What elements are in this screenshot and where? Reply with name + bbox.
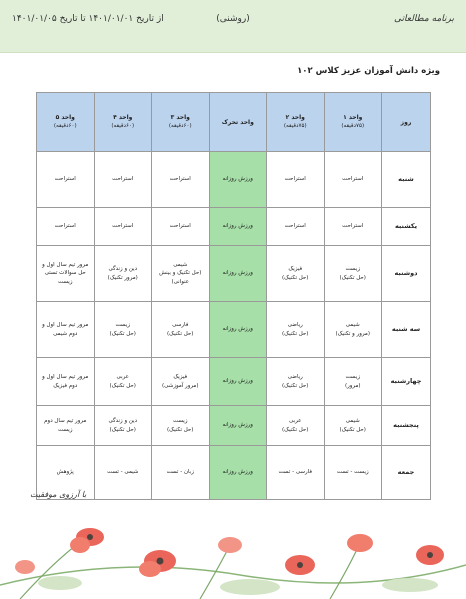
schedule-cell [94,446,152,500]
cell-text: (مرور آموزشی) [162,382,199,389]
cell-text: ورزش روزانه [222,469,253,476]
schedule-cell [37,302,95,358]
header-label: واحد ۳ [170,114,190,122]
cell-text: فارسی - تست [278,469,312,476]
header-duration: (۶۰دقیقه) [53,123,77,130]
cell-text: مرور تیم سال اول و [42,322,89,329]
header-label: واحد ۵ [55,114,75,122]
cell-text: (حل تکنیک) [339,274,366,281]
schedule-cell [152,208,210,246]
cell-text: ریاضی [287,322,303,329]
schedule-cell [152,446,210,500]
schedule-cell [267,302,325,358]
table-body [37,152,431,500]
cell-text: استراحت [169,176,191,183]
header-duration: (۶۰دقیقه) [111,123,135,130]
header-unit-5 [94,93,152,152]
cell-text: استراحت [284,176,306,183]
cell-text: (حل تکنیک) [282,426,309,433]
header-band [0,0,466,53]
schedule-cell [267,208,325,246]
cell-text: ورزش روزانه [222,223,253,230]
day-cell: جمعه [382,446,431,500]
header-label: واحد ۲ [285,114,305,122]
exercise-cell [209,302,267,358]
cell-text: استراحت [342,176,364,183]
header-duration: (۷۵دقیقه) [283,123,307,130]
cell-text: استراحت [112,176,134,183]
cell-text: (حل تکنیک) [109,382,136,389]
schedule-cell [37,406,95,446]
exercise-cell [209,406,267,446]
schedule-cell [37,358,95,406]
cell-text: زیست [345,374,360,381]
header-day [382,93,431,152]
header-unit-6 [37,93,95,152]
cell-text: (حل تکنیک) [339,426,366,433]
cell-text: (حل تکنیک) [167,330,194,337]
schedule-cell [152,406,210,446]
schedule-cell [324,302,382,358]
schedule-cell [152,302,210,358]
cell-text: عربی [289,418,302,425]
cell-text: (حل تکنیک و بینش [159,270,202,277]
program-title: برنامه مطالعاتی [393,14,454,24]
cell-text: مرور تیم سال دوم [44,418,87,425]
cell-text: استراحت [342,223,364,230]
schedule-cell [94,152,152,208]
cell-text: (مرور تکنیک) [107,274,138,281]
cell-text: استراحت [284,223,306,230]
schedule-cell [267,446,325,500]
header-label: واحد ۴ [113,114,133,122]
cell-text: (حل تکنیک) [109,426,136,433]
cell-text: استراحت [112,223,134,230]
header-label: روز [400,118,412,126]
header-center-label: (روشنی) [216,14,250,24]
schedule-cell [94,208,152,246]
cell-text: زبان - تست [166,469,194,476]
cell-text: ریاضی [287,374,303,381]
cell-text: ورزش روزانه [222,326,253,333]
cell-text: فارسی [172,322,189,329]
day-cell: پنجشنبه [382,406,431,446]
cell-text: (مرور و تکنیک) [335,330,371,337]
header-duration: (۶۰دقیقه) [168,123,192,130]
cell-text: (حل تکنیک) [109,330,136,337]
cell-text: زیست - تست [336,469,369,476]
table-row [37,152,431,208]
header-duration: (۷۵دقیقه) [341,123,365,130]
table-row [37,302,431,358]
cell-text: مرور تیم سال اول و [42,262,89,269]
cell-text: (حل تکنیک) [167,426,194,433]
header-label: واحد ۱ [343,114,363,122]
table-row [37,246,431,302]
day-cell: دوشنبه [382,246,431,302]
schedule-cell [324,152,382,208]
day-cell: چهارشنبه [382,358,431,406]
schedule-cell [267,406,325,446]
table-row [37,446,431,500]
cell-text: دوم فیزیک [53,382,78,389]
cell-text: ورزش روزانه [222,422,253,429]
cell-text: عربی [116,374,129,381]
cell-text: استراحت [54,176,76,183]
cell-text: (مرور) [344,382,361,389]
schedule-cell [324,406,382,446]
day-cell: سه شنبه [382,302,431,358]
day-cell: شنبه [382,152,431,208]
schedule-cell [324,246,382,302]
class-subtitle: ویژه دانش آموزان عزیز کلاس ۱۰۲ [297,66,440,76]
header-unit-1 [324,93,382,152]
cell-text: (حل تکنیک) [282,330,309,337]
schedule-cell [94,406,152,446]
cell-text: ورزش روزانه [222,176,253,183]
cell-text: پژوهش [56,469,74,476]
schedule-cell [37,208,95,246]
header-label: واحد تحرک [221,118,254,126]
table-header-row [37,93,431,152]
exercise-cell [209,208,267,246]
schedule-cell [94,246,152,302]
schedule-cell [37,152,95,208]
cell-text: زیست [345,266,360,273]
exercise-cell [209,152,267,208]
schedule-cell [152,152,210,208]
schedule-cell [37,246,95,302]
schedule-cell [324,446,382,500]
table-row [37,406,431,446]
cell-text: (حل تکنیک) [282,382,309,389]
cell-text: شیمی [173,262,188,269]
date-range: از تاریخ ۱۴۰۱/۰۱/۰۱ تا تاریخ ۱۴۰۱/۰۱/۰۵ [12,14,164,24]
cell-text: زیست [115,322,130,329]
schedule-cell [152,246,210,302]
cell-text: (حل تکنیک) [282,274,309,281]
exercise-cell [209,246,267,302]
cell-text: ورزش روزانه [222,378,253,385]
exercise-cell [209,446,267,500]
cell-text: شیمی [345,322,360,329]
header-unit-4 [152,93,210,152]
signature: با آرزوی موفقیت [30,490,87,499]
cell-text: شیمی - تست [107,469,139,476]
cell-text: ورزش روزانه [222,270,253,277]
cell-text: دین و زندگی [108,266,138,273]
cell-text: حل سوالات تستی [44,270,86,277]
cell-text: استراحت [54,223,76,230]
cell-text: زیست [173,418,188,425]
cell-text: فیزیک [288,266,303,273]
cell-text: فیزیک [173,374,188,381]
cell-text: عنوانی) [171,278,190,285]
cell-text: زیست [58,426,73,433]
schedule-cell [267,152,325,208]
schedule-cell [152,358,210,406]
cell-text: استراحت [169,223,191,230]
cell-text: مرور تیم سال اول و [42,374,89,381]
cell-text: دین و زندگی [108,418,138,425]
schedule-table [36,92,431,500]
table-row [37,358,431,406]
poppy-flowers-decoration [0,515,466,599]
schedule-cell [324,208,382,246]
schedule-cell [94,358,152,406]
exercise-cell [209,358,267,406]
day-cell: یکشنبه [382,208,431,246]
schedule-cell [94,302,152,358]
schedule-cell [267,246,325,302]
schedule-cell [324,358,382,406]
header-unit-3 [209,93,267,152]
cell-text: زیست [58,278,73,285]
table-row [37,208,431,246]
cell-text: دوم شیمی [53,330,78,337]
header-unit-2 [267,93,325,152]
cell-text: شیمی [345,418,360,425]
schedule-cell [267,358,325,406]
